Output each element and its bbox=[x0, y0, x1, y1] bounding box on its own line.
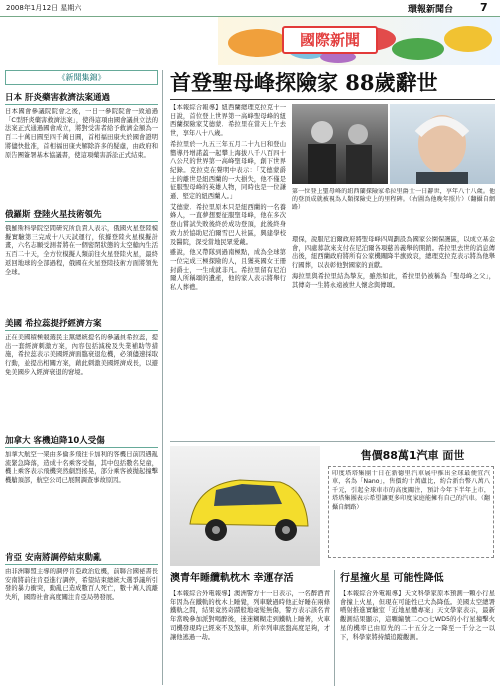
brief-item bbox=[5, 436, 158, 547]
bottom-right-body: 【本報綜合外電報導】天文科學家原本預測一顆小行星會撞上火星，但現在可能性已大為降低。美國太空總署噴射推進實驗室「近地星體專案」天文學家表示，最新觀測結果顯示，這顆編號二○○七WD5的小行星撞擊火星的機率已由原先的二十五分之一降至一千分之一以下，科學家將持續追蹤觀測。 bbox=[340, 590, 495, 641]
banner bbox=[218, 17, 500, 65]
issue-date: 2008年1月12日 星期六 bbox=[6, 4, 82, 12]
main-headline: 首登聖母峰探險家 88歲辭世 bbox=[170, 70, 438, 95]
brief-item bbox=[5, 319, 158, 430]
main-story-paragraph: 海拉里與希拉里結為摯友，雖然如此，希拉里仍被稱為「聖母峰之父」，其傳奇一生將永遠被世人懷念與傳頌。 bbox=[292, 272, 495, 289]
main-story-paragraph: 雖說，他又帶隊到過南極點，成為全球第一位完成三極探險的人，且獲英國女王冊封爵士，一生成就非凡。希拉里留有尼泊爾人所稱頌的遺產，他的家人表示將舉行私人葬禮。 bbox=[170, 249, 286, 292]
car-story-box bbox=[328, 466, 494, 558]
main-story-paragraph: 艾德蒙．希拉里原本只是紐西蘭的一名養蜂人，一直夢想要征服聖母峰，他在多次登山嘗試失敗後終於成功登頂，此後終身致力於協助尼泊爾雪巴人社區，興建學校及醫院，深受當地民眾愛戴。 bbox=[170, 203, 286, 246]
briefs-box-label: 《新聞集錦》 bbox=[57, 73, 106, 82]
header-bar bbox=[0, 0, 500, 17]
brief-body: 正在美國積極競選民主黨總統提名的參議員希拉蕊，提出一套經濟刺激方案，內容包括減稅及失業補助等措施，希拉蕊表示美國經濟面臨衰退危機，必須儘速採取行動，並提出相關方案，藉此刺激美國經濟成長，以避免美國步入經濟衰退的窘境。 bbox=[5, 334, 158, 376]
bottom-right-headline: 行星撞火星 可能性降低 bbox=[340, 573, 444, 584]
section-banner-box bbox=[282, 26, 378, 54]
column-divider bbox=[334, 570, 335, 686]
brief-body: 由非洲聯盟主導的調停肯亞政治危機，前聯合國祕書長安南將前往肯亞進行調停，希望結束總統大選爭議所引發的暴力衝突，動亂已造成數百人死亡，數十萬人流離失所，國際社會高度關注肯亞局勢發展。 bbox=[5, 568, 158, 602]
brief-headline: 日本 肝炎藥害救濟法案通過 bbox=[5, 93, 158, 105]
bottom-left-headline: 澳青年睡纜軌枕木 幸運存活 bbox=[170, 573, 294, 584]
bottom-left-body: 【本報綜合外電報導】澳洲警方十一日表示，一名醉酒青年因為在鐵軌的枕木上睡覺，列車駛過時他正好睡在兩條鐵軌之間，結果竟然奇蹟般地毫髮無傷，警方表示該名青年當晚參加派對喝醉後，迷迷糊糊走到鐵軌上睡著，火車司機發現時已經來不及煞車，所幸列車底盤高度足夠，才讓他逃過一劫。 bbox=[170, 590, 330, 641]
car-story-headline: 售價88萬1汽車 面世 bbox=[360, 449, 465, 462]
photo-old-hillary bbox=[390, 104, 495, 184]
main-story-paragraph: 環保，說服尼泊爾政府將聖母峰四周劃設為國家公園保護區，以成立基金會，四處募款來支付在尼泊爾各項慈善義舉的開銷。希拉里去世的消息傳出後，紐西蘭政府將所有公家機關降半旗致哀，總理克拉克表示將為他舉行國葬，以表彰他對國家的貢獻。 bbox=[292, 236, 495, 270]
main-story-column bbox=[170, 104, 286, 437]
main-story-paragraph: 【本報綜合報導】紐西蘭總理克拉克十一日說，首位登上世界第一高峰聖母峰的紐西蘭探險家艾德蒙．希拉里在當天上午去世，享年八十八歲。 bbox=[170, 104, 286, 138]
brief-headline: 美國 希拉蕊提抒經濟方案 bbox=[5, 319, 158, 331]
edition-name: 環報新聞台 bbox=[408, 5, 454, 15]
brief-body: 加拿大航空一架由多倫多飛往卡加利的客機日前因遇亂流緊急降落，造成十名乘客受傷，其中包括數名兒童，機上乘客表示飛機突然劇烈搖晃，部分乘客被拋起撞擊機艙頂部，航空公司已展開調查事故原因。 bbox=[5, 451, 158, 485]
section-rule bbox=[170, 441, 495, 442]
car-icon bbox=[170, 446, 320, 566]
brief-headline: 俄羅斯 登陸火星技術領先 bbox=[5, 210, 158, 222]
headline-rule bbox=[170, 99, 495, 100]
brief-body: 日本國會參議院院會之後，一日一參院院會一致通過「C型肝炎藥害救濟法案」，使得這項由國會議員立法的法案正式通過國會成立，將對受害者給予救濟金額為一百二十萬日圓至四千萬日圓，首相福田康夫於國會證明將儘快批准，首相福田康夫解除許多的疑慮，由政府和原告團簽署基本協議書，使這項藥害訴訟正式結束。 bbox=[5, 108, 158, 159]
section-title: 國際新聞 bbox=[299, 31, 360, 49]
brief-item bbox=[5, 93, 158, 204]
left-column bbox=[5, 70, 158, 685]
car-story-body: 印度塔塔集團十日在新德里汽車展中推出全球最便宜汽車，名為「Nano」，售價約十萬盧比，約合新台幣八萬八千元，引起全球車市的高度關注，預計今年下半年上市，塔塔集團表示希望讓更多印度家庭能擁有自己的汽車。（翻攝自網路） bbox=[332, 470, 490, 511]
brief-headline: 肯亞 安南將調停結束動亂 bbox=[5, 553, 158, 565]
brief-body: 俄羅斯科學院空間研究所負責人表示，俄國火星登陸模擬實驗第三完成十八天試運行，依據登陸火星模擬計畫，六名志願受測者將在一個密閉狀態的太空艙內生活五百二十天，全方位模擬人類前往火星登陸火星，最終返回地球的全部過程，俄國在火星登陸技術方面將領先全球。 bbox=[5, 225, 158, 276]
photo-young-hillary bbox=[292, 104, 388, 184]
column-divider bbox=[162, 70, 163, 685]
brief-item bbox=[5, 210, 158, 313]
photo-caption: 第一位登上聖母峰的紐西蘭探險家希拉里爵士一日辭世，享年八十八歲。他的登頂成就被視為人類探險史上的里程碑。（右圖為他晚年照片）（翻攝自網路） bbox=[292, 188, 495, 211]
portrait-figure bbox=[390, 104, 495, 184]
page-number: 7 bbox=[480, 1, 488, 14]
briefs-box-title bbox=[5, 70, 158, 85]
main-story-paragraph: 希拉里於一九五三年五月二十九日和登山嚮導丹增諾蓋一起攀上海拔八千八百四十八公尺的世界第一高峰聖母峰，創下世界紀錄。克拉克在聲明中表示：「艾德蒙爵士的離世是紐西蘭的一大損失，他不僅是征服聖母峰的英雄人物，同時也是一位謙遜、堅定的紐西蘭人。」 bbox=[170, 140, 286, 201]
main-story-continued bbox=[292, 236, 495, 436]
brief-headline: 加拿大 客機迫降10人受傷 bbox=[5, 436, 158, 448]
climbers-figure bbox=[292, 104, 388, 184]
brief-item bbox=[5, 553, 158, 648]
photo-car bbox=[170, 446, 320, 566]
